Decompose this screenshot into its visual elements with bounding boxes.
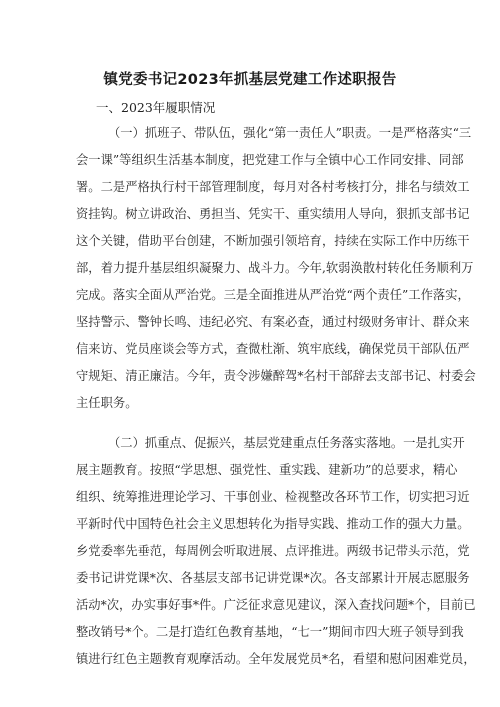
paragraph-line: （一）抓班子、带队伍，强化“第一责任人”职责。一是严格落实“三 [108, 126, 472, 140]
paragraph-line: 镇进行红色主题教育观摩活动。全年发展党员*名，看望和慰问困难党员， [76, 652, 476, 666]
paragraph-line: 主任职务。 [76, 396, 138, 410]
paragraph-line: 整改销号*个。二是打造红色教育基地，“七一”期间市四大班子领导到我 [76, 625, 464, 639]
paragraph-line: 署。二是严格执行村干部管理制度，每月对各村考核打分，排名与绩效工 [76, 180, 470, 194]
paragraph-line: 完成。落实全面从严治党。三是全面推进从严治党“两个责任”工作落实， [76, 288, 470, 302]
paragraph-line: 守规矩、清正廉洁。今年，责令涉嫌醉驾*名村干部辞去支部书记、村委会 [76, 369, 476, 383]
paragraph-line: 平新时代中国特色社会主义思想转化为指导实践、推动工作的强大力量。 [76, 517, 470, 531]
paragraph-line: 信来访、党员座谈会等方式，查微杜渐、筑牢底线，确保党员干部队伍严 [76, 342, 470, 356]
document-title: 镇党委书记2023年抓基层党建工作述职报告 [103, 72, 397, 88]
paragraph-line: 活动*次，办实事好事*件。广泛征求意见建议，深入查找问题*个，目前已 [76, 598, 476, 612]
paragraph-line: 部，着力提升基层组织凝聚力、战斗力。今年,软弱涣散村转化任务顺利万 [76, 261, 474, 275]
paragraph-line: 乡党委率先垂范，每周例会听取进展、点评推进。两级书记带头示范，党 [76, 544, 470, 558]
paragraph-line: 委书记讲党课*次、各基层支部书记讲党课*次。各支部累计开展志愿服务 [76, 571, 470, 585]
paragraph-line: 坚持警示、警钟长鸣、违纪必究、有案必查，通过村级财务审计、群众来 [76, 315, 470, 329]
paragraph-line: （二）抓重点、促振兴，基层党建重点任务落实落地。一是扎实开 [108, 436, 465, 450]
paragraph-line: 组织、统筹推进理论学习、干事创业、检视整改各环节工作，切实把习近 [76, 490, 470, 504]
section-heading: 一、2023年履职情况 [96, 100, 216, 115]
paragraph-line: 这个关键，借助平台创建，不断加强引领培育，持续在实际工作中历练干 [76, 234, 470, 248]
paragraph-line: 展主题教育。按照“学思想、强党性、重实践、建新功”的总要求，精心 [76, 463, 458, 477]
paragraph-line: 会一课”等组织生活基本制度，把党建工作与全镇中心工作同安排、同部 [76, 153, 464, 167]
paragraph-line: 资挂钩。树立讲政治、勇担当、凭实干、重实绩用人导向，狠抓支部书记 [76, 207, 470, 221]
